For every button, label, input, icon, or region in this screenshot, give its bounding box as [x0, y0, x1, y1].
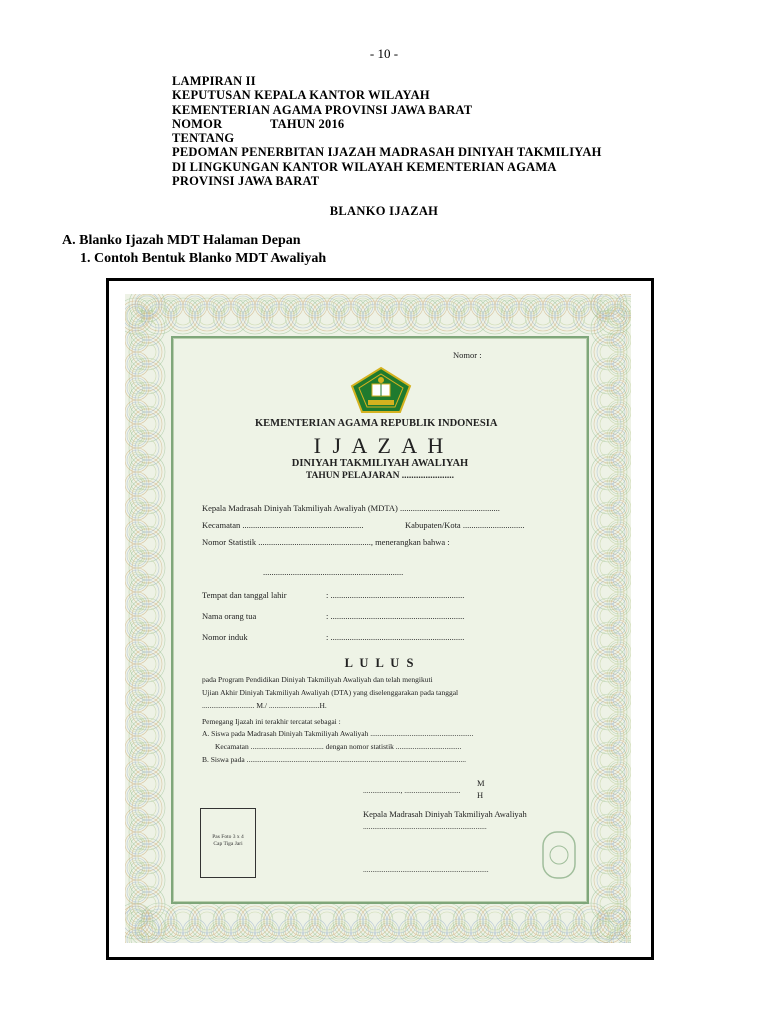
cert-student-name-line: ..................................................................: [263, 567, 404, 577]
cert-sign-name-line: ...................................................................: [363, 865, 489, 874]
cert-kepala-sign-dots: ..................................................................: [363, 822, 487, 831]
cert-kecamatan-line: Kecamatan .........................................................: [202, 520, 364, 530]
section-1-heading: 1. Contoh Bentuk Blanko MDT Awaliyah: [80, 251, 327, 266]
cert-lulus-p3: ............................ M./ ...........................H.: [202, 701, 327, 710]
header-nomor-label: NOMOR: [172, 116, 223, 131]
cert-lulus: L U L U S: [344, 656, 416, 670]
cert-h-mark: H: [477, 790, 484, 800]
certificate-image: [125, 294, 631, 943]
header-tahun: TAHUN 2016: [270, 116, 345, 131]
header-line-1: LAMPIRAN II: [172, 74, 256, 88]
cert-siswa-b: B. Siswa pada .....................................................................................................................: [202, 755, 466, 764]
certificate-frame: [106, 278, 654, 960]
document-title: BLANKO IJAZAH: [329, 204, 439, 218]
cert-kepala-line: Kepala Madrasah Diniyah Takmiliyah Awaliyah (MDTA) ...............................................: [202, 503, 500, 513]
photo-caption-1: Pas Foto 3 x 4: [212, 834, 244, 840]
header-pedoman-2: DI LINGKUNGAN KANTOR WILAYAH KEMENTERIAN AGAMA: [172, 159, 557, 174]
cert-siswa-a: A. Siswa pada Madrasah Diniyah Takmiliyah Awaliyah .......................................................: [202, 729, 474, 738]
document-header: [172, 74, 642, 188]
photo-placeholder: [200, 808, 256, 878]
cert-lulus-p1: pada Program Pendidikan Diniyah Takmiliyah Awaliyah dan telah mengikuti: [202, 675, 433, 684]
cert-tahun-pelajaran: TAHUN PELAJARAN ......................: [305, 471, 455, 481]
cert-nama-ortu-value: : ...............................................................: [326, 611, 465, 621]
cert-lulus-p2: Ujian Akhir Diniyah Takmiliyah Awaliyah (DTA) yang diselenggarakan pada tanggal: [202, 688, 459, 697]
header-pedoman-1: PEDOMAN PENERBITAN IJAZAH MADRASAH DINIYAH TAKMILIYAH: [172, 145, 602, 160]
header-tentang: TENTANG: [172, 131, 235, 146]
cert-title: I J A Z A H: [313, 433, 447, 458]
cert-kecamatan-a: Kecamatan ....................................... dengan nomor statistik ...................................: [215, 742, 462, 751]
cert-nomor-statistik-line: Nomor Statistik ....................................................., menerangkan bahwa :: [202, 537, 450, 547]
cert-place-date: ...................., ..............................: [363, 786, 461, 795]
header-line-3: KEMENTERIAN AGAMA PROVINSI JAWA BARAT: [172, 102, 473, 117]
section-a-heading: A. Blanko Ijazah MDT Halaman Depan: [62, 233, 301, 248]
kementerian-agama-emblem-icon: [346, 366, 416, 414]
photo-caption-2: Cap Tiga Jari: [213, 841, 243, 847]
cert-pemegang: Pemegang Ijazah ini terakhir tercatat sebagai :: [202, 717, 341, 726]
header-line-2: KEPUTUSAN KEPALA KANTOR WILAYAH: [172, 88, 430, 103]
header-nomor-row: [172, 117, 642, 131]
cert-m-mark: M: [477, 778, 485, 788]
cert-nomor-induk-label: Nomor induk: [202, 632, 248, 642]
school-seal-icon: [539, 828, 579, 882]
cert-tempat-label: Tempat dan tanggal lahir: [202, 590, 287, 600]
cert-nomor-induk-value: : ...............................................................: [326, 632, 465, 642]
cert-ministry: KEMENTERIAN AGAMA REPUBLIK INDONESIA: [255, 418, 498, 429]
certificate-inner-panel: [171, 336, 589, 904]
page-number: - 10 -: [369, 46, 399, 61]
cert-tempat-value: : ...............................................................: [326, 590, 465, 600]
header-pedoman-3: PROVINSI JAWA BARAT: [172, 174, 320, 189]
cert-kabupaten-line: Kabupaten/Kota .............................: [405, 520, 525, 530]
cert-nomor: Nomor :: [453, 350, 482, 360]
cert-nama-ortu-label: Nama orang tua: [202, 611, 257, 621]
cert-subtitle: DINIYAH TAKMILIYAH AWALIYAH: [291, 458, 469, 469]
cert-kepala-sign: Kepala Madrasah Diniyah Takmiliyah Awaliyah: [363, 809, 527, 819]
